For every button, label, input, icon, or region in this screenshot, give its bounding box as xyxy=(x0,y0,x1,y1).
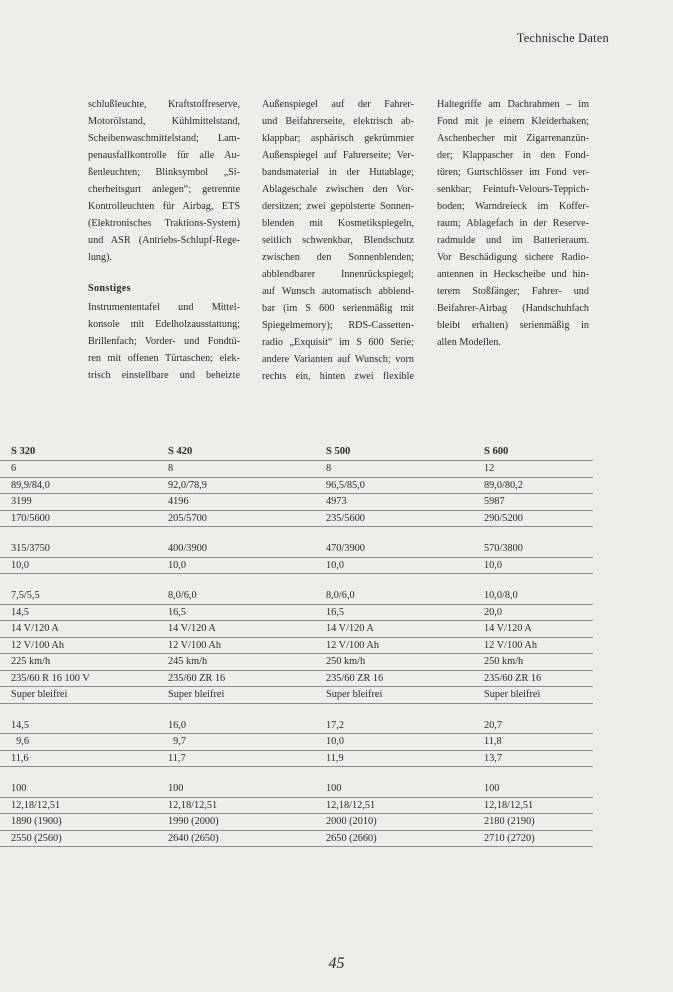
table-cell: 9,7 xyxy=(168,736,187,747)
table-cell: 400/3900 xyxy=(168,543,207,554)
table-row xyxy=(0,751,593,768)
table-cell: 12 xyxy=(484,463,495,474)
table-cell: 12 V/100 Ah xyxy=(168,639,222,651)
table-cell: 570/3800 xyxy=(484,543,523,554)
table-cell: 5987 xyxy=(484,496,505,507)
table-row xyxy=(0,494,593,511)
table-cell: 10,0 xyxy=(326,736,345,747)
table-cell: 8,0/6,0 xyxy=(326,590,355,601)
table-cell: 2550 (2560) xyxy=(11,832,62,844)
text-line: bleibt erhalten) serienmäßig in xyxy=(437,320,589,331)
text-line: Vor Beschädigung sichere Radio- xyxy=(437,252,589,263)
table-cell: 12,18/12,51 xyxy=(168,799,218,811)
table-cell: 100 xyxy=(326,783,342,794)
table-row xyxy=(0,734,593,751)
table-cell: 235/5600 xyxy=(326,512,365,524)
text-line: ren mit offenen Türtaschen; elek- xyxy=(88,353,240,364)
table-cell: 235/60 ZR 16 xyxy=(326,672,384,684)
table-cell: 250 km/h xyxy=(484,656,524,667)
table-row xyxy=(0,718,593,735)
text-line: rechts ein, hinten zwei flexible xyxy=(262,371,414,382)
text-line: seitlich schwenkbar, Blendschutz xyxy=(262,235,414,246)
text-line: zwischen den Sonnenblenden; xyxy=(262,252,414,263)
table-cell: 2000 (2010) xyxy=(326,816,377,827)
table-cell: 205/5700 xyxy=(168,512,207,524)
table-row xyxy=(0,798,593,815)
table-cell: 2180 (2190) xyxy=(484,816,535,827)
table-row xyxy=(0,605,593,622)
table-cell: 4196 xyxy=(168,496,189,507)
table-cell: 89,0/80,2 xyxy=(484,479,523,491)
table-row xyxy=(0,831,593,848)
table-cell: 12 V/100 Ah xyxy=(484,639,538,651)
table-cell: 8,0/6,0 xyxy=(168,590,197,601)
table-cell: 14,5 xyxy=(11,719,30,731)
table-cell: 12 V/100 Ah xyxy=(326,639,380,651)
table-row xyxy=(0,814,593,831)
table-row xyxy=(0,687,593,704)
table-cell: 11,8 xyxy=(484,736,502,747)
text-line: blenden mit Kosmetikspiegeln, xyxy=(262,218,414,229)
text-column-1 xyxy=(88,96,240,384)
table-cell: 6 xyxy=(11,463,17,474)
table-row xyxy=(0,621,593,638)
text-line: (Elektronisches Traktions-System) xyxy=(88,218,240,229)
table-row xyxy=(0,478,593,495)
table-row xyxy=(0,671,593,688)
table-cell: 16,0 xyxy=(168,719,187,731)
table-row xyxy=(0,654,593,671)
table-cell: 16,5 xyxy=(168,606,187,618)
table-cell: 3199 xyxy=(11,496,32,507)
text-line: Außenspiegel auf der Fahrer- xyxy=(262,99,414,110)
table-cell: 12,18/12,51 xyxy=(11,799,61,811)
text-line: konsole mit Edelholzausstattung; xyxy=(88,319,240,330)
table-cell: 96,5/85,0 xyxy=(326,479,365,491)
text-line: boden; Warndreieck im Koffer- xyxy=(437,201,589,212)
table-cell: 12,18/12,51 xyxy=(484,799,534,811)
table-cell: 100 xyxy=(484,783,500,794)
table-cell: 470/3900 xyxy=(326,543,365,554)
table-cell: 225 km/h xyxy=(11,656,51,667)
table-cell: 10,0 xyxy=(484,559,503,571)
text-line: lung). xyxy=(88,252,113,263)
table-cell: 12 V/100 Ah xyxy=(11,639,65,651)
table-cell: 235/60 R 16 100 V xyxy=(11,672,90,684)
table-cell: 12,18/12,51 xyxy=(326,799,376,811)
text-line: Scheibenwaschmittelstand; Lam- xyxy=(88,133,240,144)
table-cell: 10,0 xyxy=(326,559,345,571)
text-line: Ablageschale zwischen den Vor- xyxy=(262,184,414,195)
table-cell: 20,7 xyxy=(484,719,503,731)
text-line: penausfallkontrolle für alle Au- xyxy=(88,150,240,161)
table-row xyxy=(0,638,593,655)
text-line: und ASR (Antriebs-Schlupf-Rege- xyxy=(88,235,240,246)
table-cell: 14,5 xyxy=(11,606,30,618)
text-line: Motorölstand, Kühlmittelstand, xyxy=(88,116,240,127)
table-cell: 92,0/78,9 xyxy=(168,479,207,491)
text-line: türen; Gurtschlösser im Fond ver- xyxy=(437,167,589,178)
table-row xyxy=(0,461,593,478)
table-cell: 2640 (2650) xyxy=(168,832,219,844)
text-line: andere Varianten auf Wunsch; vorn xyxy=(262,354,414,365)
table-cell: 11,9 xyxy=(326,752,344,764)
column-header: S 320 xyxy=(11,446,36,457)
table-cell: 14 V/120 A xyxy=(11,623,59,634)
table-cell: 10,0/8,0 xyxy=(484,590,518,601)
text-line: Kontrolleuchten für Airbag, ETS xyxy=(88,201,240,212)
table-cell: 14 V/120 A xyxy=(326,623,374,634)
table-cell: 13,7 xyxy=(484,752,503,764)
text-line: Brillenfach; Vorder- und Fondtü- xyxy=(88,336,240,347)
table-cell: 8 xyxy=(168,463,174,474)
column-header: S 420 xyxy=(168,446,193,457)
table-cell: 1990 (2000) xyxy=(168,816,219,827)
table-cell: 100 xyxy=(168,783,184,794)
column-header: S 500 xyxy=(326,446,351,457)
table-cell: 14 V/120 A xyxy=(484,623,532,634)
table-cell: 1890 (1900) xyxy=(11,816,62,827)
text-line: Instrumententafel und Mittel- xyxy=(88,302,240,313)
table-row xyxy=(0,511,593,528)
table-row xyxy=(0,541,593,558)
text-line: raum; Ablagefach in der Reserve- xyxy=(437,218,589,229)
text-line: Außenspiegel auf Fahrerseite; Ver- xyxy=(262,150,414,161)
text-line: schlußleuchte, Kraftstoffreserve, xyxy=(88,99,240,110)
page-header: Technische Daten xyxy=(516,31,609,45)
spec-table xyxy=(0,443,593,847)
column-header: S 600 xyxy=(484,446,509,457)
table-header-row xyxy=(0,443,593,461)
text-line: Haltegriffe am Dachrahmen – im xyxy=(437,99,589,110)
table-row xyxy=(0,588,593,605)
text-line: der; Klappascher in den Fond- xyxy=(437,150,589,161)
text-line: klappbar; asphärisch gekrümmter xyxy=(262,133,414,144)
section-heading: Sonstiges xyxy=(88,283,131,294)
text-column-3 xyxy=(437,96,589,351)
table-cell: 100 xyxy=(11,783,27,794)
table-cell: 245 km/h xyxy=(168,656,208,667)
text-line: Aschenbecher mit Zigarrenanzün- xyxy=(437,133,589,144)
text-line: terem Stoßfänger; Fahrer- und xyxy=(437,286,589,297)
text-line: allen Modellen. xyxy=(437,337,501,348)
text-column-2 xyxy=(262,96,414,385)
text-line: senkbar; Feintuft-Velours-Teppich- xyxy=(437,184,589,195)
table-cell: Super bleifrei xyxy=(484,689,541,700)
table-cell: 11,7 xyxy=(168,752,186,764)
table-cell: 2710 (2720) xyxy=(484,832,535,844)
table-cell: 10,0 xyxy=(11,559,30,571)
text-line: Spiegelmemory); RDS-Cassetten- xyxy=(262,320,414,331)
table-cell: 315/3750 xyxy=(11,543,50,554)
table-cell: 2650 (2660) xyxy=(326,832,377,844)
table-cell: 250 km/h xyxy=(326,656,366,667)
text-line: Fond mit je einem Kleiderhaken; xyxy=(437,116,589,127)
table-cell: Super bleifrei xyxy=(168,689,225,700)
table-cell: 16,5 xyxy=(326,606,345,618)
text-line: Beifahrer-Airbag (Handschuhfach xyxy=(437,303,589,314)
table-cell: 17,2 xyxy=(326,719,345,731)
table-row xyxy=(0,558,593,575)
table-cell: 4973 xyxy=(326,496,347,507)
table-cell: 8 xyxy=(326,463,332,474)
text-line: cherheitsgurt anlegen“; getrennte xyxy=(88,184,240,195)
table-cell: 89,9/84,0 xyxy=(11,479,50,491)
page-number: 45 xyxy=(328,955,345,972)
text-line: bandsmaterial in der Hutablage; xyxy=(262,167,414,178)
table-cell: 10,0 xyxy=(168,559,187,571)
text-line: auf Wunsch automatisch abblend- xyxy=(262,286,414,297)
table-cell: 235/60 ZR 16 xyxy=(168,672,226,684)
text-line: abblendbarer Innenrückspiegel; xyxy=(262,269,414,280)
table-cell: 235/60 ZR 16 xyxy=(484,672,542,684)
text-line: trisch einstellbare und beheizte xyxy=(88,370,240,381)
text-line: radio „Exquisit“ im S 600 Serie; xyxy=(262,337,414,348)
text-line: dersitzen; zwei gepolsterte Sonnen- xyxy=(262,201,414,212)
table-cell: Super bleifrei xyxy=(11,689,68,700)
table-cell: 7,5/5,5 xyxy=(11,590,40,601)
table-row xyxy=(0,781,593,798)
text-line: antennen in Heckscheibe und hin- xyxy=(437,269,589,280)
text-line: radmulde und im Batterieraum. xyxy=(437,235,589,246)
text-line: ßenleuchten; Blinksymbol „Si- xyxy=(88,167,240,178)
table-cell: 290/5200 xyxy=(484,512,523,524)
text-line: bar (im S 600 serienmäßig mit xyxy=(262,303,414,314)
text-line: und Beifahrerseite, elektrisch ab- xyxy=(262,116,414,127)
table-cell: 170/5600 xyxy=(11,512,50,524)
table-cell: 14 V/120 A xyxy=(168,623,216,634)
table-cell: 20,0 xyxy=(484,606,503,618)
table-cell: 9,6 xyxy=(11,736,30,747)
table-cell: 11,6 xyxy=(11,752,29,764)
table-cell: Super bleifrei xyxy=(326,689,383,700)
